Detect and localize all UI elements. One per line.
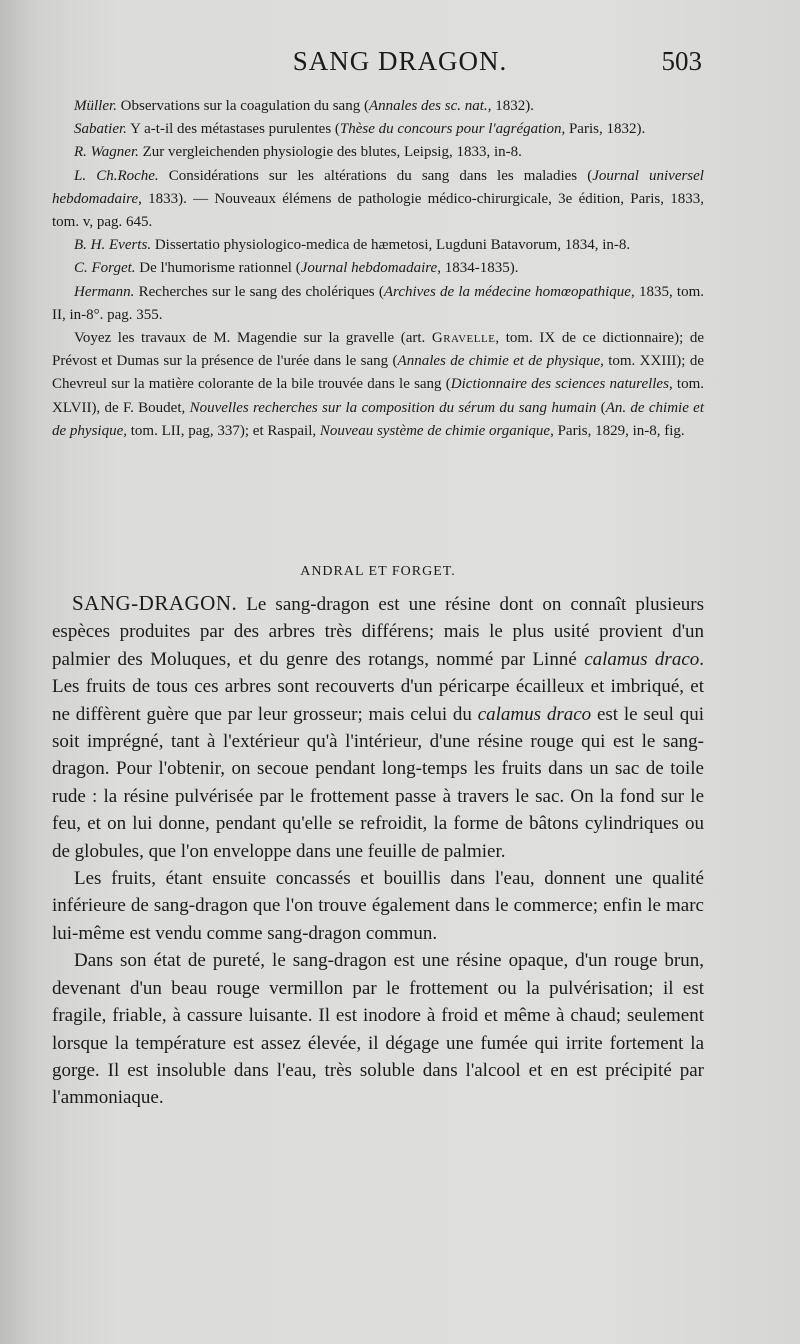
article-paragraph: Dans son état de pureté, le sang-dragon est une résine opaque, d'un rouge brun, devenant d'un beau rouge vermillon par le frottement ou la pulvérisation; il est fragile, friable, à cassure luisante. Il est inodore à froid et même à chaud; seulement lorsque la température est assez élevée, il dégage une fumée qui irrite fortement la gorge. Il est insoluble dans l'eau, très soluble dans l'alcool et en est précipité par l'ammoniaque. (52, 950, 704, 1109)
page-number: 503 (661, 46, 702, 76)
bibliography (52, 95, 704, 443)
bibliography-entry: Hermann. Recherches sur le sang des cholériques (Archives de la médecine homœopathique, 1835, tom. II, in-8°. pag. 355. (52, 283, 704, 323)
article-paragraph: SANG-DRAGON. Le sang-dragon est une résine dont on connaît plusieurs espèces produites par des arbres très différens; mais le plus usité provient d'un palmier des Moluques, et du genre des rotangs, nommé par Linné calamus draco. Les fruits de tous ces arbres sont recouverts d'un péricarpe écailleux et imbriqué, et ne diffèrent guère que par leur grosseur; mais celui du calamus draco est le seul qui soit imprégné, tant à l'extérieur qu'à l'intérieur, d'une résine rouge qui est le sang-dragon. Pour l'obtenir, on secoue pendant long-temps les fruits dans un sac de toile rude : la résine pulvérisée par le frottement passe à travers le sac. On la fond sur le feu, et on lui donne, pendant qu'elle se refroidit, la forme de bâtons cylindriques ou de globules, que l'on enveloppe dans une feuille de palmier. (52, 591, 705, 862)
article-paragraph: Les fruits, étant ensuite concassés et bouillis dans l'eau, donnent une qualité inférieure de sang-dragon que l'on trouve également dans le commerce; enfin le marc lui-même est vendu comme sang-dragon commun. (52, 868, 704, 944)
bibliography-entry: Müller. Observations sur la coagulation du sang (Annales des sc. nat., 1832). (74, 98, 534, 114)
running-title: SANG DRAGON. (292, 46, 508, 76)
voyez-note: Voyez les travaux de M. Magendie sur la gravelle (art. Gravelle, tom. IX de ce dictionnaire); de Prévost et Dumas sur la présence de l'urée dans le sang (Annales de chimie et de physique, tom. XXIII); de Chevreul sur la matière colorante de la bile trouvée dans le sang (Dictionnaire des sciences naturelles, tom. XLVII), de F. Boudet, Nouvelles recherches sur la composition du sérum du sang humain (An. de chimie et de physique, tom. LII, pag, 337); et Raspail, Nouveau système de chimie organique, Paris, 1829, in-8, fig. (52, 330, 704, 439)
page-header (0, 46, 800, 86)
bibliography-entry: C. Forget. De l'humorisme rationnel (Journal hebdomadaire, 1834-1835). (74, 260, 519, 277)
bibliography-entry: L. Ch.Roche. Considérations sur les altérations du sang dans les maladies (Journal universel hebdomadaire, 1833). — Nouveaux élémens de pathologie médico-chirurgicale, 3e édition, Paris, 1833, tom. v, pag. 645. (52, 167, 704, 231)
bibliography-entry: B. H. Everts. Dissertatio physiologico-medica de hæmetosi, Lugduni Batavorum, 1834, in-8. (74, 237, 631, 254)
bibliography-entry: R. Wagner. Zur vergleichenden physiologie des blutes, Leipsig, 1833, in-8. (74, 144, 522, 161)
author-signature: ANDRAL ET FORGET. (300, 564, 456, 579)
article-body (52, 590, 704, 1112)
bibliography-entry: Sabatier. Y a-t-il des métastases purulentes (Thèse du concours pour l'agrégation, Paris, 1832). (74, 121, 646, 138)
article-headword: SANG-DRAGON. (72, 591, 238, 615)
